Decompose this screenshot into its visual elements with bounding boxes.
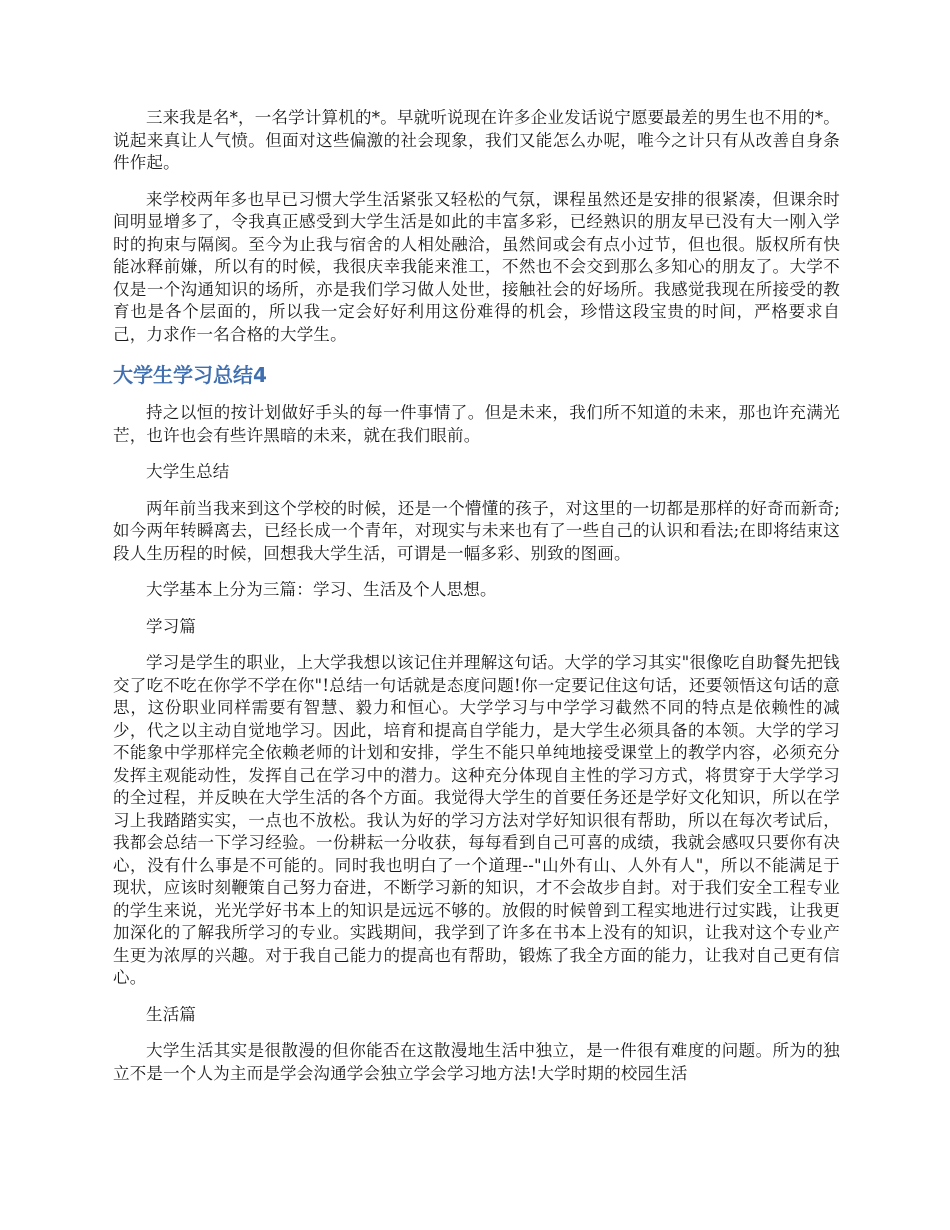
subsection-label: 生活篇 [146, 1004, 197, 1024]
document-page [113, 107, 840, 1099]
subsection-label: 大学生总结 [146, 462, 230, 481]
body-paragraph: 大学生活其实是很散漫的但你能否在这散漫地生活中独立，是一件很有难度的问题。所为的独立不是一个人为主而是学会沟通学会独立学会学习地方法!大学时期的校园生活 [113, 1041, 840, 1083]
body-paragraph: 学习是学生的职业，上大学我想以该记住并理解这句话。大学的学习其实"很像吃自助餐先把钱交了吃不吃在你学不学在你"!总结一句话就是态度问题!你一定要记住这句话，还要领悟这句话的意思，这份职业同样需要有智慧、毅力和恒心。大学学习与中学学习截然不同的特点是依赖性的减少，代之以主动自觉地学习。因此，培育和提高自学能力，是大学生必须具备的本领。大学的学习不能象中学那样完全依赖老师的计划和安排，学生不能只单纯地接受课堂上的教学内容，必须充分发挥主观能动性，发挥自己在学习中的潜力。这种充分体现自主性的学习方式，将贯穿于大学学习的全过程，并反映在大学生活的各个方面。我觉得大学生的首要任务还是学好文化知识，所以在学习上我踏踏实实，一点也不放松。我认为好的学习方法对学好知识很有帮助，所以在每次考试后，我都会总结一下学习经验。一份耕耘一分收获，每每看到自己可喜的成绩，我就会感叹只要你有决心，没有什么事是不可能的。同时我也明白了一个道理--"山外有山、人外有人"，所以不能满足于现状，应该时刻鞭策自己努力奋进，不断学习新的知识，才不会故步自封。对于我们安全工程专业的学生来说，光光学好书本上的知识是远远不够的。放假的时候曾到工程实地进行过实践，让我更加深化的了解我所学习的专业。实践期间，我学到了许多在书本上没有的知识，让我对这个专业产生更为浓厚的兴趣。对于我自己能力的提高也有帮助，锻炼了我全方面的能力，让我对自己更有信心。 [113, 653, 840, 987]
section-heading: 大学生学习总结4 [113, 363, 267, 387]
subsection-label: 学习篇 [146, 616, 197, 636]
body-paragraph: 来学校两年多也早已习惯大学生活紧张又轻松的气氛，课程虽然还是安排的很紧凑，但课余时间明显增多了，令我真正感受到大学生活是如此的丰富多彩，已经熟识的朋友早已没有大一刚入学时的拘束与隔阂。至今为止我与宿舍的人相处融洽，虽然间或会有点小过节，但也很。版权所有快能冰释前嫌，所以有的时候，我很庆幸我能来淮工，不然也不会交到那么多知心的朋友了。大学不仅是一个沟通知识的场所，亦是我们学习做人处世，接触社会的好场所。我感觉我现在所接受的教育也是各个层面的，所以我一定会好好利用这份难得的机会，珍惜这段宝贵的时间，严格要求自己，力求作一名合格的大学生。 [113, 189, 840, 344]
body-paragraph: 大学基本上分为三篇：学习、生活及个人思想。 [146, 580, 497, 599]
body-paragraph: 三来我是名*，一名学计算机的*。早就听说现在许多企业发话说宁愿要最差的男生也不用的*。说起来真让人气愤。但面对这些偏激的社会现象，我们又能怎么办呢，唯今之计只有从改善自身条件作起。 [113, 108, 840, 172]
body-paragraph: 持之以恒的按计划做好手头的每一件事情了。但是未来，我们所不知道的未来，那也许充满光芒，也许也会有些许黑暗的未来，就在我们眼前。 [113, 403, 840, 445]
body-paragraph: 两年前当我来到这个学校的时候，还是一个懵懂的孩子，对这里的一切都是那样的好奇而新奇;如今两年转瞬离去，已经长成一个青年，对现实与未来也有了一些自己的认识和看法;在即将结束这段人生历程的时候，回想我大学生活，可谓是一幅多彩、别致的图画。 [113, 498, 840, 563]
